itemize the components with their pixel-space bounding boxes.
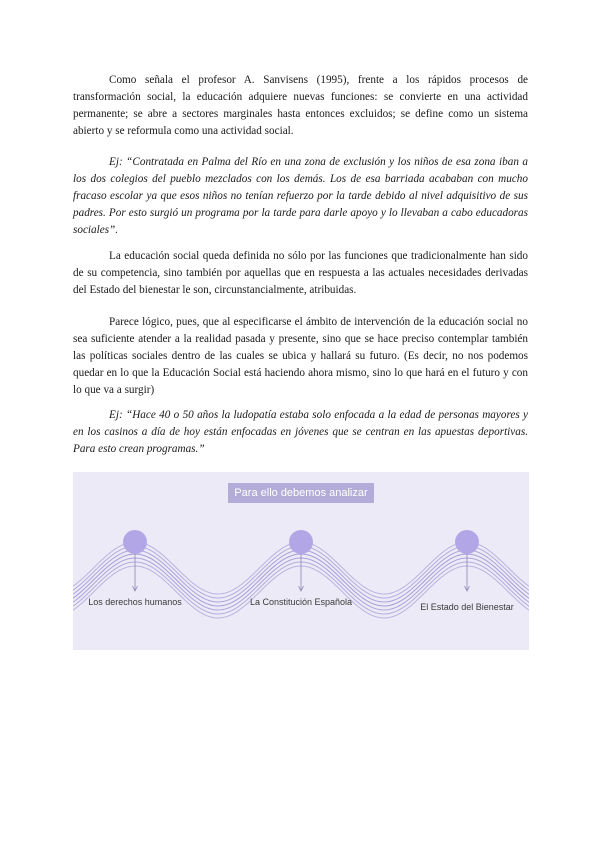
- paragraph-sanvisens: Como señala el profesor A. Sanvisens (1995), frente a los rápidos procesos de transformación social, la educación adquiere nuevas funciones: se convierte en una actividad permanente; se abre a sectores marginales hasta entonces excluidos; se define como un sistema abierto y se reformula como una actividad social.: [73, 74, 528, 137]
- analysis-diagram: [73, 472, 529, 650]
- item-estado-bienestar: El Estado del Bienestar: [420, 602, 514, 612]
- item-derechos-humanos: Los derechos humanos: [88, 597, 182, 607]
- item-constitucion: La Constitución Española: [249, 597, 353, 607]
- node-circle: [123, 530, 147, 554]
- paragraph-ambito-intervencion: Parece lógico, pues, que al especificarse el ámbito de intervención de la educación social no sea suficiente atender a la realidad pasada y presente, sino que se hace preciso contemplar también las políticas sociales dentro de las cuales se ubica y hallará su futuro. (Es decir, no nos podemos quedar en lo que la Educación Social está haciendo ahora mismo, sino lo que hará en el futuro y con lo que va a surgir): [73, 316, 528, 396]
- node-circle: [455, 530, 479, 554]
- example-ludopatia: Ej: “Hace 40 o 50 años la ludopatía estaba solo enfocada a la edad de personas mayores y en los casinos a día de hoy están enfocadas en jóvenes que se centran en las apuestas deportivas. Para esto crean programas.”: [73, 409, 528, 455]
- node-circle: [289, 530, 313, 554]
- example-palma-del-rio: Ej: “Contratada en Palma del Río en una zona de exclusión y los niños de esa zona iban a los dos colegios del pueblo mezclados con los demás. Los de esa barriada acababan con mucho fracaso escolar ya que esos niños no tenían refuerzo por la tarde debido al nivel adquisitivo de sus padres. Por esto surgió un programa por la tarde para darle apoyo y lo llevaban a cabo educadoras sociales”.: [73, 156, 528, 236]
- diagram-title: Para ello debemos analizar: [228, 483, 374, 503]
- paragraph-educacion-social: La educación social queda definida no sólo por las funciones que tradicionalmente han sido de su competencia, sino también por aquellas que en respuesta a las actuales necesidades derivadas del Estado del bienestar le son, circunstancialmente, atribuidas.: [73, 250, 528, 296]
